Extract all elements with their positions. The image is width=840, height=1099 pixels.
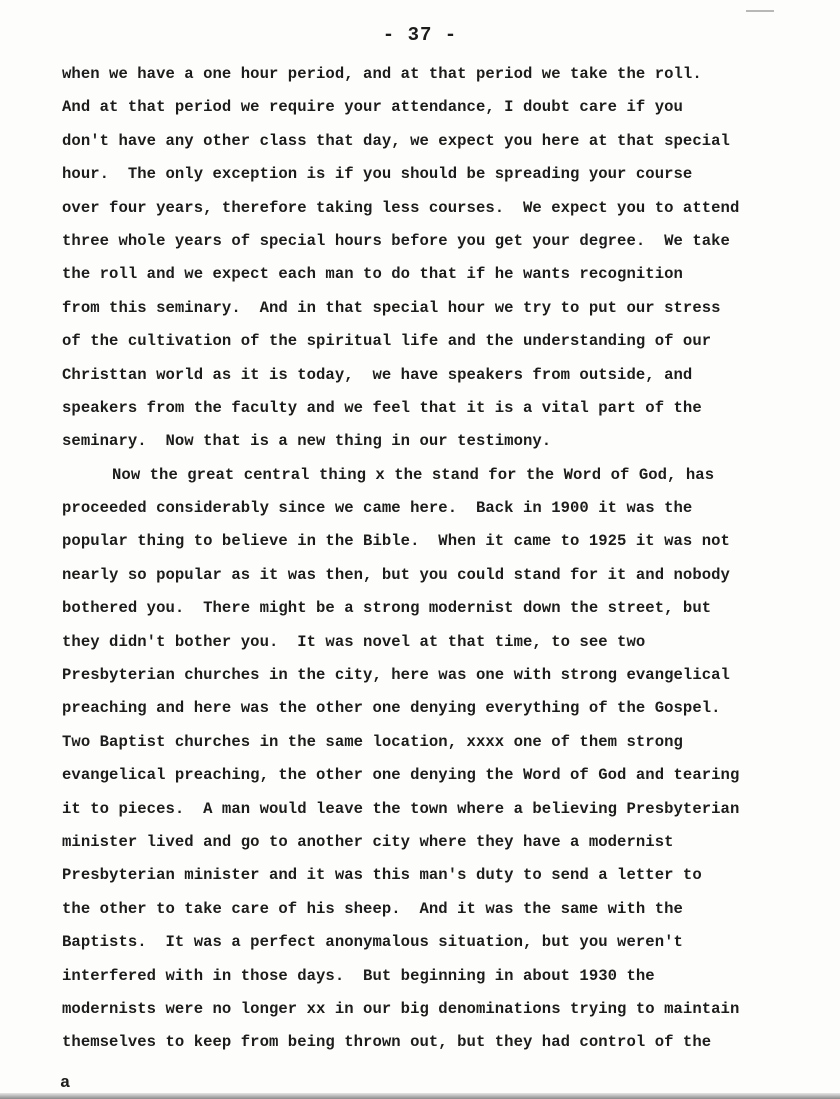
text-line: Christtan world as it is today, we have speakers from outside, and	[62, 365, 693, 384]
text-line: preaching and here was the other one denying everything of the Gospel.	[62, 699, 721, 718]
text-line: Presbyterian minister and it was this man's duty to send a letter to	[62, 866, 702, 885]
page-number: - 37 -	[382, 24, 458, 46]
text-line: Baptists. It was a perfect anonymalous situation, but you weren't	[62, 933, 683, 952]
text-line: bothered you. There might be a strong modernist down the street, but	[62, 599, 712, 618]
text-line: evangelical preaching, the other one denying the Word of God and tearing	[62, 766, 740, 785]
text-line: of the cultivation of the spiritual life and the understanding of our	[62, 332, 712, 351]
text-line: when we have a one hour period, and at that period we take the roll.	[62, 65, 702, 83]
footer-mark: a	[60, 1074, 71, 1093]
text-line: popular thing to believe in the Bible. When it came to 1925 it was not	[62, 532, 730, 551]
text-line: Presbyterian churches in the city, here was one with strong evangelical	[62, 666, 730, 685]
text-line: proceeded considerably since we came here. Back in 1900 it was the	[62, 499, 693, 518]
text-line: nearly so popular as it was then, but you could stand for it and nobody	[62, 565, 730, 584]
text-line: interfered with in those days. But beginning in about 1930 the	[62, 966, 655, 985]
text-line: themselves to keep from being thrown out, but they had control of the	[62, 1033, 712, 1052]
text-line: the roll and we expect each man to do that if he wants recognition	[62, 265, 683, 284]
text-line: don't have any other class that day, we expect you here at that special	[62, 131, 730, 150]
text-line: modernists were no longer xx in our big denominations trying to maintain	[62, 999, 740, 1018]
text-line: Two Baptist churches in the same location, xxxx one of them strong	[62, 732, 683, 751]
text-line: from this seminary. And in that special hour we try to put our stress	[62, 298, 721, 317]
text-line: seminary. Now that is a new thing in our testimony.	[62, 432, 552, 451]
text-line: And at that period we require your attendance, I doubt care if you	[62, 98, 683, 117]
scan-edge	[0, 1093, 840, 1099]
text-line: the other to take care of his sheep. And it was the same with the	[62, 899, 683, 918]
paragraph-start-line: Now the great central thing x the stand for the Word of God, has	[112, 465, 715, 484]
text-line: speakers from the faculty and we feel that it is a vital part of the	[62, 398, 702, 417]
text-line: minister lived and go to another city where they have a modernist	[62, 832, 674, 851]
body-text	[62, 60, 802, 1062]
text-line: hour. The only exception is if you should be spreading your course	[62, 165, 693, 184]
text-line: it to pieces. A man would leave the town where a believing Presbyterian	[62, 799, 740, 818]
text-line: three whole years of special hours before you get your degree. We take	[62, 231, 730, 250]
text-line: they didn't bother you. It was novel at that time, to see two	[62, 632, 646, 651]
text-line: over four years, therefore taking less courses. We expect you to attend	[62, 198, 740, 217]
corner-mark	[746, 10, 774, 12]
